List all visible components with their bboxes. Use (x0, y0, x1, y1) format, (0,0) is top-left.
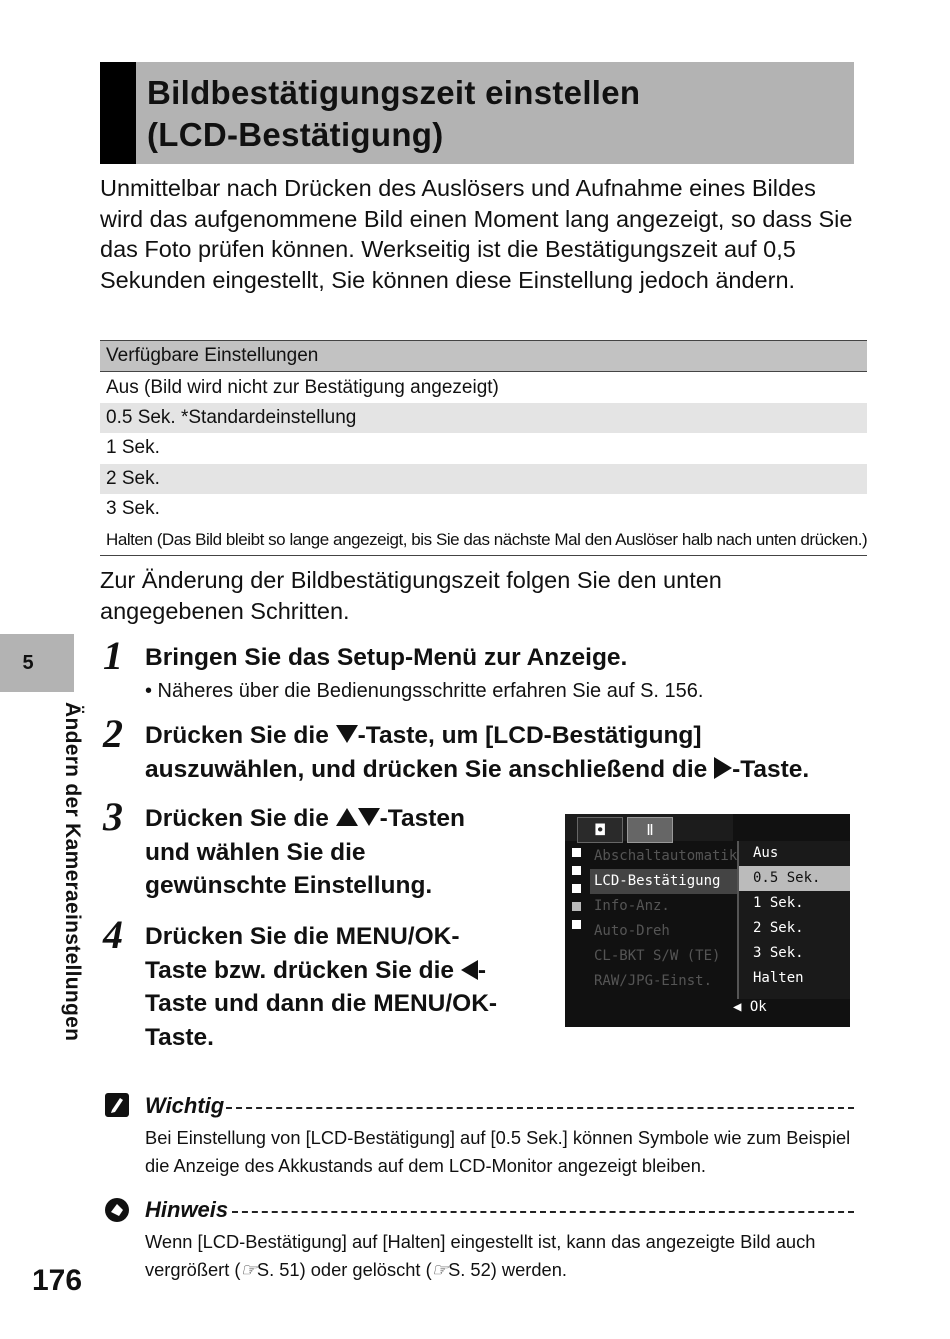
hint-text-b: S. 51) oder gelöscht ( (256, 1258, 432, 1280)
lcd-menu-item: Info-Anz. (594, 898, 670, 914)
important-divider (226, 1107, 854, 1109)
step-2-number: 2 (103, 711, 123, 756)
table-header: Verfügbare Einstellungen (100, 341, 867, 372)
table-row (100, 372, 867, 403)
lcd-option-panel (737, 841, 850, 999)
table-row (100, 433, 867, 463)
lcd-option: 2 Sek. (753, 920, 804, 936)
camera-tab-icon: ◘ (577, 817, 623, 843)
important-body: Bei Einstellung von [LCD-Bestätigung] auf [0.5 Sek.] können Symbole wie zum Beispiel die Anzeige des Akkustands auf dem LCD-Monitor angezeigt bleiben. (145, 1127, 851, 1176)
table-row (100, 494, 867, 524)
step-2-d: -Taste. (732, 755, 810, 783)
lcd-option-selected: 0.5 Sek. (739, 866, 850, 891)
table-cell: 3 Sek. (106, 498, 160, 520)
page-dot (572, 866, 581, 875)
step-1-subtext: • Näheres über die Bedienungsschritte erfahren Sie auf S. 156. (145, 680, 704, 702)
follow-paragraph: Zur Änderung der Bildbestätigungszeit folgen Sie den unten angegebenen Schritten. (100, 567, 722, 624)
step-1-number: 1 (103, 633, 123, 678)
setup-tab-icon: ǁ (627, 817, 673, 843)
table-cell: 1 Sek. (106, 437, 160, 459)
step-2-a: Drücken Sie die (145, 722, 336, 749)
lcd-menu-item: Auto-Dreh (594, 923, 670, 939)
hint-divider (232, 1211, 854, 1213)
down-arrow-icon (358, 808, 380, 826)
step-4-b: Taste bzw. drücken Sie die (145, 956, 461, 984)
lcd-screen-image (565, 814, 850, 1027)
step-3-b: -Tasten (379, 805, 465, 832)
step-2-c: auszuwählen, und drücken Sie anschließend die (145, 755, 715, 783)
table-cell: Aus (Bild wird nicht zur Bestätigung angezeigt) (106, 376, 499, 398)
table-cell: 2 Sek. (100, 464, 867, 494)
step-3-line-3: gewünschte Einstellung. (145, 872, 433, 900)
page-dot-active (572, 902, 581, 911)
step-3-text (145, 802, 545, 903)
step-4-line-4: Taste. (145, 1023, 214, 1051)
title-accent-bar (100, 62, 136, 164)
important-note-icon (104, 1092, 130, 1118)
title-line-2: (LCD-Bestätigung) (147, 116, 444, 153)
table-row (100, 403, 867, 433)
step-2-text (145, 719, 860, 786)
chapter-tab (0, 634, 74, 692)
page-reference-icon: ☞ (431, 1258, 449, 1280)
page-dot (572, 848, 581, 857)
lcd-page-indicator (568, 844, 586, 994)
lcd-option: 1 Sek. (753, 895, 804, 911)
hint-title: Hinweis (145, 1197, 229, 1222)
page-dot (572, 884, 581, 893)
left-arrow-icon (461, 960, 478, 980)
step-3-line-2: und wählen Sie die (145, 838, 366, 866)
page-reference-icon: ☞ (240, 1258, 257, 1280)
settings-table (100, 340, 867, 556)
page-title (147, 72, 640, 156)
step-3-a: Drücken Sie die (145, 805, 336, 832)
intro-paragraph: Unmittelbar nach Drücken des Auslösers und Aufnahme eines Bildes wird das aufgenommene Bild einen Moment lang angezeigt, so dass Sie das Foto prüfen können. Werkseitig ist die Bestätigungszeit auf 0,5 Sekunden eingestellt, Sie können diese Einstellung jedoch ändern. (100, 175, 853, 294)
step-3-line-1 (145, 802, 545, 836)
lcd-menu-item-selected: LCD-Bestätigung (590, 869, 738, 894)
chapter-number: 5 (22, 652, 34, 674)
step-4-c: - (477, 956, 487, 984)
hint-text-c: S. 52) werden. (448, 1258, 567, 1280)
table-cell: Halten (Das Bild bleibt so lange angezeigt, bis Sie das nächste Mal den Auslöser halb nach unten drücken.) (100, 524, 867, 555)
step-4-line-3: Taste und dann die MENU/OK- (145, 990, 498, 1018)
step-4-line-2 (145, 954, 555, 988)
hint-text-a: Wenn [LCD-Bestätigung] auf [Halten] eingestellt ist, kann das angezeigte Bild auch vergrößert ( (145, 1231, 816, 1280)
step-2-line-1 (145, 719, 860, 753)
lcd-tab-bar (565, 814, 733, 841)
lcd-ok-label: ◀ Ok (733, 999, 767, 1015)
hint-note-icon (104, 1197, 130, 1223)
right-arrow-icon (714, 757, 732, 779)
lcd-option: Aus (753, 845, 779, 861)
lcd-menu-item: Abschaltautomatik (594, 848, 738, 864)
step-3-number: 3 (103, 794, 123, 839)
step-4-line-1: Drücken Sie die MENU/OK- (145, 923, 460, 950)
step-4-number: 4 (103, 912, 123, 957)
down-arrow-icon (336, 725, 358, 743)
title-line-1: Bildbestätigungszeit einstellen (147, 74, 641, 111)
table-row (100, 464, 867, 494)
table-row (100, 524, 867, 555)
up-arrow-icon (336, 808, 358, 826)
section-title-box (100, 62, 854, 164)
lcd-menu-item: RAW/JPG-Einst. (594, 973, 713, 989)
lcd-option: 3 Sek. (753, 945, 804, 961)
table-header-row (100, 341, 867, 372)
step-2-line-2 (145, 753, 860, 787)
table-cell: 0.5 Sek. *Standardeinstellung (100, 403, 867, 433)
chapter-title: Ändern der Kameraeinstellungen (61, 702, 84, 1042)
page-dot (572, 920, 581, 929)
hint-body (145, 1228, 855, 1283)
important-title: Wichtig (145, 1093, 225, 1118)
step-1-text: Bringen Sie das Setup-Menü zur Anzeige. (145, 644, 628, 671)
lcd-menu-item: CL-BKT S/W (TE) (594, 948, 721, 964)
step-4-text (145, 920, 555, 1054)
lcd-option: Halten (753, 970, 804, 986)
page-number: 176 (32, 1264, 83, 1297)
step-2-b: -Taste, um [LCD-Bestätigung] (357, 722, 702, 749)
lcd-menu-list (590, 844, 738, 994)
